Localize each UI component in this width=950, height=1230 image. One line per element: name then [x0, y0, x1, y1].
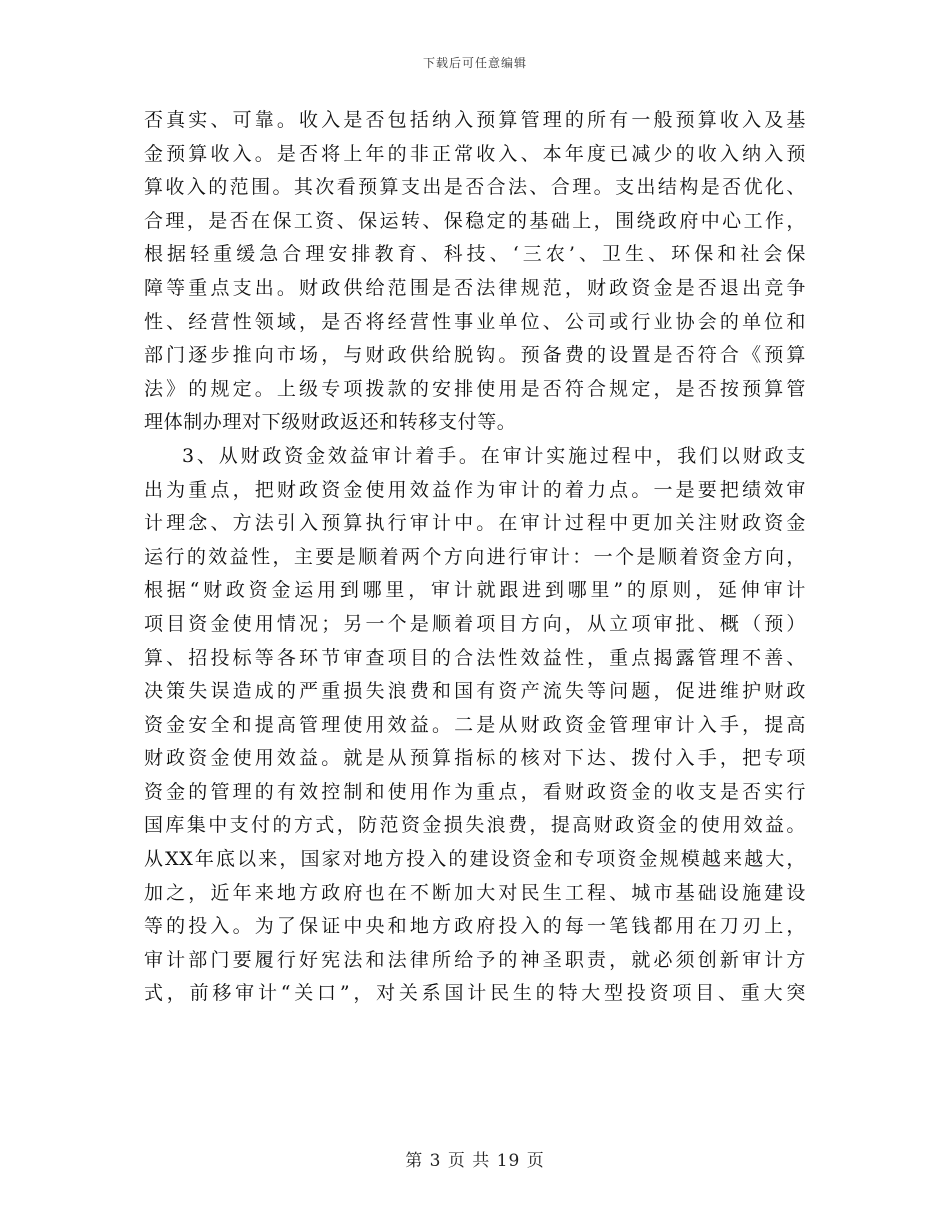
text-line: 根据“财政资金运用到哪里，审计就跟进到哪里”的原则，延伸审计: [144, 579, 806, 602]
text-line: 性、经营性领域，是否将经营性事业单位、公司或行业协会的单位和: [144, 310, 806, 333]
text-line: 国库集中支付的方式，防范资金损失浪费，提高财政资金的使用效益。: [144, 814, 806, 837]
text-line: 资金安全和提高管理使用效益。二是从财政资金管理审计入手，提高: [144, 713, 806, 736]
text-line: 项目资金使用情况；另一个是顺着项目方向，从立项审批、概（预）: [144, 612, 806, 635]
text-line: 算收入的范围。其次看预算支出是否合法、合理。支出结构是否优化、: [144, 176, 806, 199]
text-line: 法》的规定。上级专项拨款的安排使用是否符合规定，是否按预算管: [144, 377, 806, 400]
page-footer: 第 3 页 共 19 页: [405, 1151, 545, 1171]
text-line: 财政资金使用效益。就是从预算指标的核对下达、拨付入手，把专项: [144, 747, 806, 770]
text-line: 决策失误造成的严重损失浪费和国有资产流失等问题，促进维护财政: [144, 680, 806, 703]
body-text: [144, 104, 806, 1011]
text-line: 合理，是否在保工资、保运转、保稳定的基础上，围绕政府中心工作，: [144, 209, 806, 232]
text-line: 从XX年底以来，国家对地方投入的建设资金和专项资金规模越来越大，: [144, 848, 806, 871]
text-line: 式，前移审计“关口”，对关系国计民生的特大型投资项目、重大突: [144, 982, 806, 1005]
text-line: 金预算收入。是否将上年的非正常收入、本年度已减少的收入纳入预: [144, 142, 806, 165]
text-line: 审计部门要履行好宪法和法律所给予的神圣职责，就必须创新审计方: [144, 948, 806, 971]
text-line: 出为重点，把财政资金使用效益作为审计的着力点。一是要把绩效审: [144, 478, 806, 501]
text-line: 运行的效益性，主要是顺着两个方向进行审计：一个是顺着资金方向，: [144, 545, 806, 568]
text-line: 部门逐步推向市场，与财政供给脱钩。预备费的设置是否符合《预算: [144, 344, 806, 367]
text-line: 否真实、可靠。收入是否包括纳入预算管理的所有一般预算收入及基: [144, 109, 806, 131]
text-line: 加之，近年来地方政府也在不断加大对民生工程、城市基础设施建设: [144, 881, 806, 904]
text-line: 资金的管理的有效控制和使用作为重点，看财政资金的收支是否实行: [144, 780, 806, 803]
text-line: 计理念、方法引入预算执行审计中。在审计过程中更加关注财政资金: [144, 512, 806, 535]
text-line: 算、招投标等各环节审查项目的合法性效益性，重点揭露管理不善、: [144, 646, 806, 669]
text-line: 等的投入。为了保证中央和地方政府投入的每一笔钱都用在刀刃上，: [144, 915, 806, 938]
page-header: 下载后可任意编辑: [422, 56, 527, 70]
text-line: 理体制办理对下级财政返还和转移支付等。: [144, 411, 517, 434]
text-line: 根据轻重缓急合理安排教育、科技、‘三农’、卫生、环保和社会保: [144, 243, 806, 266]
text-line: 3、从财政资金效益审计着手。在审计实施过程中，我们以财政支: [182, 444, 806, 467]
text-line: 障等重点支出。财政供给范围是否法律规范，财政资金是否退出竞争: [144, 276, 806, 299]
